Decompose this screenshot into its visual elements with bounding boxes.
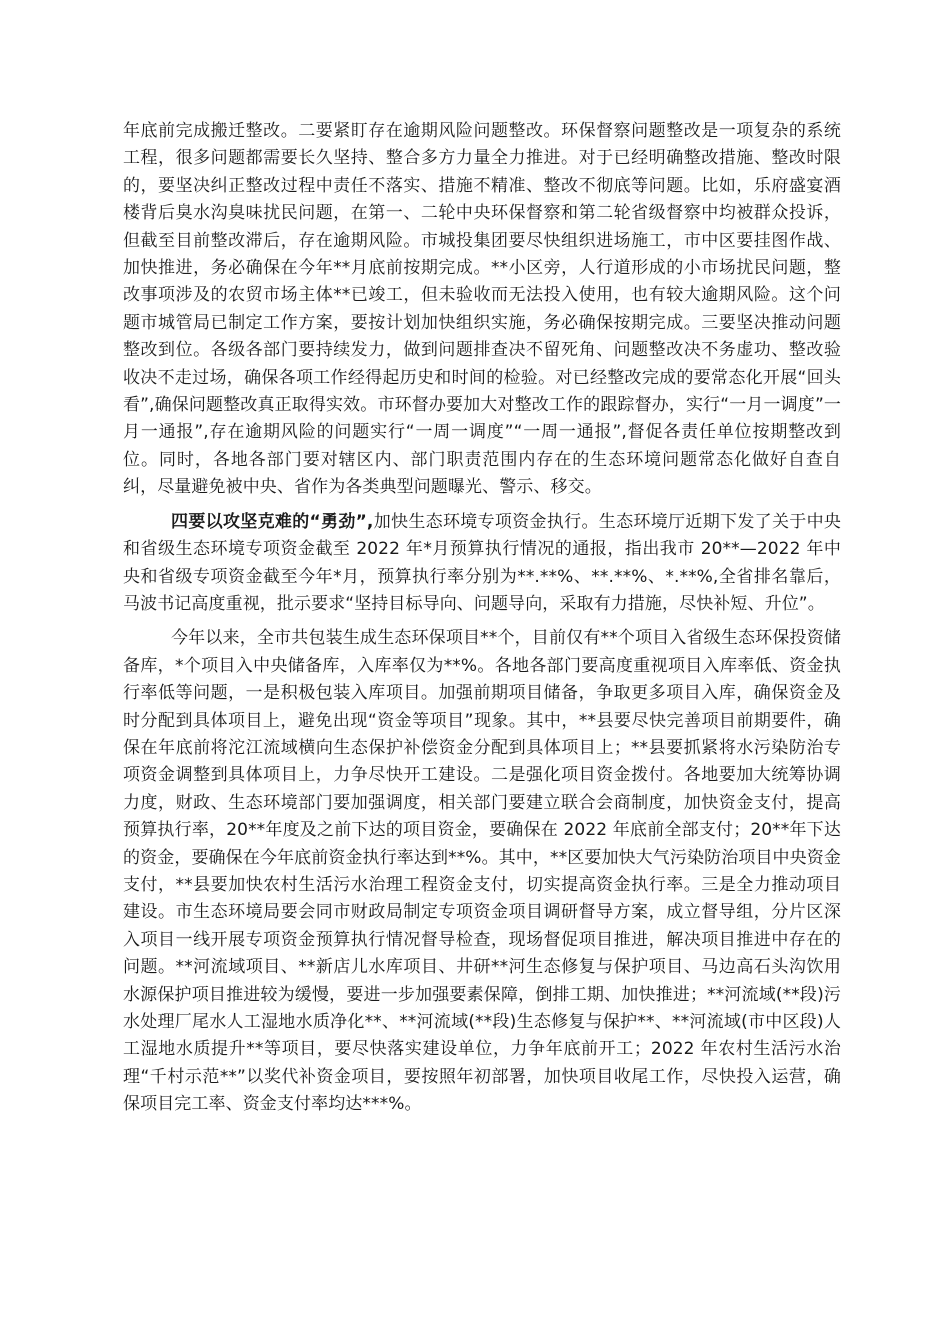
paragraph-1-text: 年底前完成搬迁整改。二要紧盯存在逾期风险问题整改。环保督察问题整改是一项复杂的系统工程，很多问题都需要长久坚持、整合多方力量全力推进。对于已经明确整改措施、整改时限的，要坚决纠正整改过程中责任不落实、措施不精准、整改不彻底等问题。比如，乐府盛宴酒楼背后臭水沟臭味扰民问题，在第一、二轮中央环保督察和第二轮省级督察中均被群众投诉，但截至目前整改滞后，存在逾期风险。市城投集团要尽快组织进场施工，市中区要挂图作战、加快推进，务必确保在今年**月底前按期完成。**小区旁，人行道形成的小市场扰民问题，整改事项涉及的农贸市场主体**已竣工，但未验收而无法投入使用，也有较大逾期风险。这个问题市城管局已制定工作方案，要按计划加快组织实施，务必确保按期完成。三要坚决推动问题整改到位。各级各部门要持续发力，做到问题排查决不留死角、问题整改决不务虚功、整改验收决不走过场，确保各项工作经得起历史和时间的检验。对已经整改完成的要常态化开展“回头看”,确保问题整改真正取得实效。市环督办要加大对整改工作的跟踪督办，实行“一月一调度”一月一通报”,存在逾期风险的问题实行“一周一调度”“一周一通报”,督促各责任单位按期整改到位。同时，各地各部门要对辖区内、部门职责范围内存在的生态环境问题常态化做好自查自纠，尽量避免被中央、省作为各类典型问题曝光、警示、移交。 (123, 121, 841, 498)
paragraph-2 (123, 509, 841, 619)
document-page (123, 118, 841, 1126)
paragraph-3 (123, 625, 841, 1118)
paragraph-2-bold-lead: 四要以攻坚克难的“勇劲”, (171, 511, 374, 532)
paragraph-2-text: 加快生态环境专项资金执行。生态环境厅近期下发了关于中央和省级生态环境专项资金截至 2022 年*月预算执行情况的通报，指出我市 20**—2022 年中央和省级专项资金截至今年*月，预算执行率分别为**.**%、**.**%、*.**%,全省排名靠后，马波书记高度重视，批示要求“坚持目标导向、问题导向，采取有力措施，尽快补短、升位”。 (123, 511, 842, 614)
paragraph-1 (123, 118, 841, 502)
paragraph-3-text: 今年以来，全市共包装生成生态环保项目**个，目前仅有**个项目入省级生态环保投资储备库，*个项目入中央储备库，入库率仅为**%。各地各部门要高度重视项目入库率低、资金执行率低等问题，一是积极包装入库项目。加强前期项目储备，争取更多项目入库，确保资金及时分配到具体项目上，避免出现“资金等项目”现象。其中，**县要尽快完善项目前期要件，确保在年底前将沱江流域横向生态保护补偿资金分配到具体项目上；**县要抓紧将水污染防治专项资金调整到具体项目上，力争尽快开工建设。二是强化项目资金拨付。各地要加大统筹协调力度，财政、生态环境部门要加强调度，相关部门要建立联合会商制度，加快资金支付，提高预算执行率，20**年度及之前下达的项目资金，要确保在 2022 年底前全部支付；20**年下达的资金，要确保在今年底前资金执行率达到**%。其中，**区要加快大气污染防治项目中央资金支付，**县要加快农村生活污水治理工程资金支付，切实提高资金执行率。三是全力推动项目建设。市生态环境局要会同市财政局制定专项资金项目调研督导方案，成立督导组，分片区深入项目一线开展专项资金预算执行情况督导检查，现场督促项目推进，解决项目推进中存在的问题。**河流域项目、**新店儿水库项目、井研**河生态修复与保护项目、马边高石头沟饮用水源保护项目推进较为缓慢，要进一步加强要素保障，倒排工期、加快推进；**河流域(**段)污水处理厂尾水人工湿地水质净化**、**河流域(**段)生态修复与保护**、**河流域(市中区段)人工湿地水质提升**等项目，要尽快落实建设单位，力争年底前开工；2022 年农村生活污水治理“千村示范**”以奖代补资金项目，要按照年初部署，加快项目收尾工作，尽快投入运营，确保项目完工率、资金支付率均达***%。 (123, 628, 841, 1115)
